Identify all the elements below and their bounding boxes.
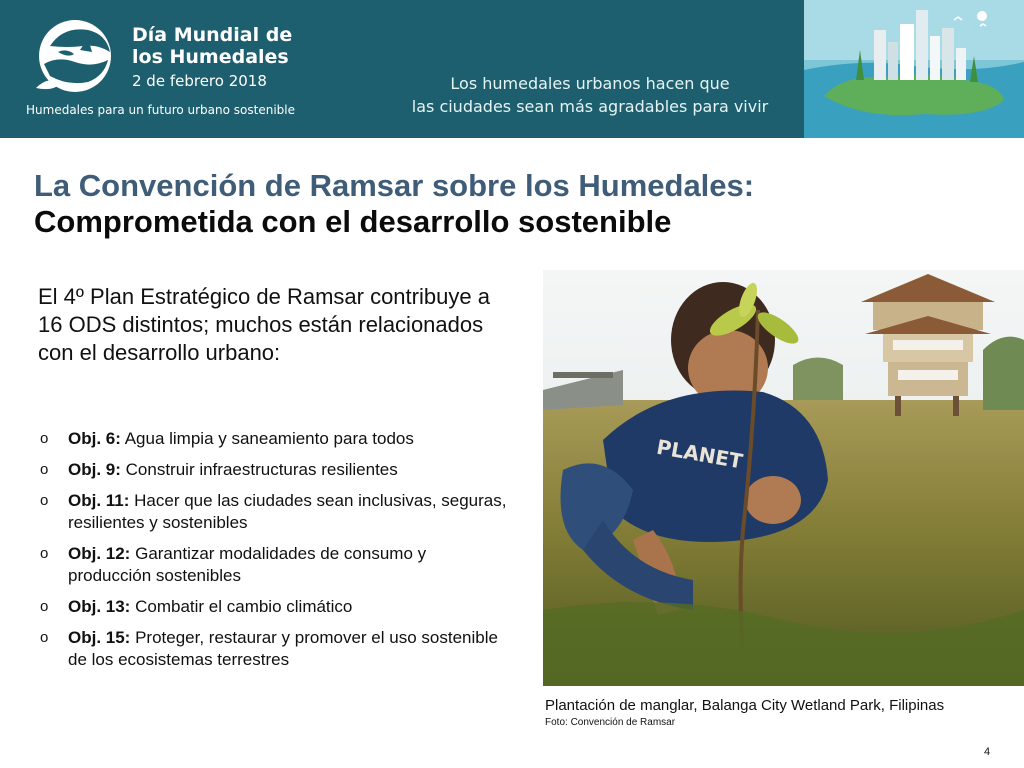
event-date: 2 de febrero 2018	[132, 72, 267, 90]
bullet-icon: o	[40, 629, 49, 646]
event-title-line1: Día Mundial de	[132, 24, 293, 46]
objective-text: Agua limpia y saneamiento para todos	[124, 429, 414, 448]
objective-label: Obj. 12:	[68, 544, 131, 563]
objective-text: Hacer que las ciudades sean inclusivas, seguras, resilientes y sostenibles	[68, 491, 507, 532]
wetlands-day-logo	[28, 16, 122, 98]
objective-label: Obj. 13:	[68, 597, 131, 616]
bullet-icon: o	[40, 598, 49, 615]
objective-item	[40, 459, 510, 481]
objective-label: Obj. 11:	[68, 491, 130, 510]
banner-tagline-line2: las ciudades sean más agradables para vivir	[411, 97, 769, 116]
slide-title-line2: Comprometida con el desarrollo sostenible	[34, 204, 672, 239]
shirt-text: PLANET	[654, 434, 745, 474]
header-banner	[0, 0, 1024, 138]
objectives-list	[40, 428, 510, 680]
banner-tagline-line1: Los humedales urbanos hacen que	[450, 74, 730, 93]
photo-caption: Plantación de manglar, Balanga City Wetland Park, Filipinas	[545, 697, 945, 714]
objective-text: Proteger, restaurar y promover el uso sostenible de los ecosistemas terrestres	[68, 628, 498, 669]
objective-item	[40, 596, 510, 618]
intro-paragraph: El 4º Plan Estratégico de Ramsar contribuye a 16 ODS distintos; muchos están relacionados con el desarrollo urbano:	[38, 284, 490, 365]
mangrove-planting-photo	[543, 270, 1024, 686]
banner-tagline	[380, 72, 800, 118]
objective-text: Combatir el cambio climático	[135, 597, 353, 616]
event-slogan: Humedales para un futuro urbano sostenible	[26, 103, 295, 117]
bullet-icon: o	[40, 492, 49, 509]
photo-credit: Foto: Convención de Ramsar	[545, 717, 676, 728]
objective-text: Garantizar modalidades de consumo y producción sostenibles	[68, 544, 427, 585]
slide-title	[34, 168, 754, 240]
event-title	[132, 24, 292, 68]
objective-label: Obj. 15:	[68, 628, 131, 647]
bullet-icon: o	[40, 430, 49, 447]
slide-title-line1: La Convención de Ramsar sobre los Humedales:	[34, 168, 755, 203]
objective-item	[40, 543, 510, 587]
bullet-icon: o	[40, 545, 49, 562]
objective-label: Obj. 6:	[68, 429, 121, 448]
event-title-line2: los Humedales	[132, 46, 289, 68]
objective-label: Obj. 9:	[68, 460, 121, 479]
objective-text: Construir infraestructuras resilientes	[125, 460, 398, 479]
objective-item	[40, 627, 510, 671]
wetland-city-illustration	[804, 0, 1024, 138]
page-number: 4	[984, 746, 991, 758]
objective-item	[40, 490, 510, 534]
bullet-icon: o	[40, 461, 49, 478]
objective-item	[40, 428, 510, 450]
